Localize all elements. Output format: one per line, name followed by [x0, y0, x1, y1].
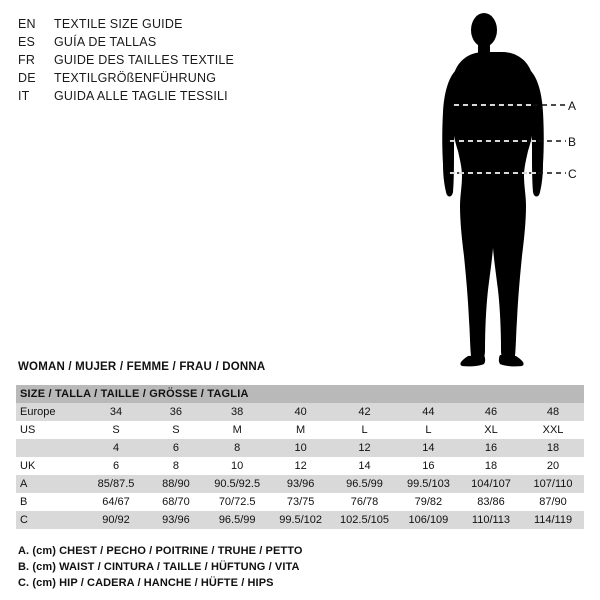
language-title: TEXTILGRÖßENFÜHRUNG: [54, 71, 217, 85]
cell: 8: [147, 457, 206, 475]
language-code: EN: [18, 17, 36, 31]
cell: 104/107: [460, 475, 522, 493]
cell: 88/90: [147, 475, 206, 493]
cell: 18: [460, 457, 522, 475]
language-code: DE: [18, 71, 36, 85]
footnote-c: C. (cm) HIP / CADERA / HANCHE / HÜFTE / HIPS: [18, 577, 274, 589]
table-row: [16, 457, 584, 475]
cell: M: [269, 421, 332, 439]
language-code: IT: [18, 89, 30, 103]
cell: XL: [460, 421, 522, 439]
language-code: FR: [18, 53, 36, 67]
cell: 8: [205, 439, 269, 457]
cell: 44: [397, 403, 460, 421]
table-row: [16, 403, 584, 421]
cell: 90.5/92.5: [205, 475, 269, 493]
table-header-row: [16, 385, 584, 403]
body-shape: [442, 13, 544, 366]
row-label: A: [16, 475, 85, 493]
cell: 102.5/105: [332, 511, 397, 529]
cell: 68/70: [147, 493, 206, 511]
table-row: [16, 493, 584, 511]
cell: 12: [269, 457, 332, 475]
footnotes-block: [18, 543, 578, 591]
table-row: [16, 421, 584, 439]
cell: 46: [460, 403, 522, 421]
cell: 4: [85, 439, 146, 457]
measure-label-a: A: [568, 99, 577, 113]
section-title: WOMAN / MUJER / FEMME / FRAU / DONNA: [18, 361, 266, 373]
language-row: [18, 34, 348, 51]
cell: 20: [522, 457, 584, 475]
language-row: [18, 16, 348, 33]
cell: 70/72.5: [205, 493, 269, 511]
size-table: [16, 385, 584, 529]
cell: 99.5/102: [269, 511, 332, 529]
cell: L: [397, 421, 460, 439]
cell: 40: [269, 403, 332, 421]
language-title: GUIDE DES TAILLES TEXTILE: [54, 53, 235, 67]
footnote-b: B. (cm) WAIST / CINTURA / TAILLE / HÜFTUNG / VITA: [18, 561, 300, 573]
cell: 16: [397, 457, 460, 475]
footnote-a: A. (cm) CHEST / PECHO / POITRINE / TRUHE / PETTO: [18, 545, 303, 557]
cell: M: [205, 421, 269, 439]
cell: 14: [332, 457, 397, 475]
cell: 76/78: [332, 493, 397, 511]
cell: 64/67: [85, 493, 146, 511]
table-row: [16, 511, 584, 529]
cell: S: [85, 421, 146, 439]
table-row: [16, 475, 584, 493]
cell: 48: [522, 403, 584, 421]
cell: 12: [332, 439, 397, 457]
cell: 96.5/99: [205, 511, 269, 529]
language-row: [18, 52, 348, 69]
cell: 10: [205, 457, 269, 475]
cell: 42: [332, 403, 397, 421]
cell: 36: [147, 403, 206, 421]
cell: 106/109: [397, 511, 460, 529]
cell: 114/119: [522, 511, 584, 529]
language-code: ES: [18, 35, 36, 49]
language-title: GUIDA ALLE TAGLIE TESSILI: [54, 89, 228, 103]
table-row: [16, 439, 584, 457]
cell: 99.5/103: [397, 475, 460, 493]
row-label: [16, 439, 85, 457]
cell: 79/82: [397, 493, 460, 511]
cell: 93/96: [269, 475, 332, 493]
language-title: GUÍA DE TALLAS: [54, 35, 157, 49]
table-header-label: SIZE / TALLA / TAILLE / GRÖSSE / TAGLIA: [16, 385, 584, 403]
cell: 90/92: [85, 511, 146, 529]
cell: 14: [397, 439, 460, 457]
cell: 110/113: [460, 511, 522, 529]
language-header-block: [18, 16, 348, 106]
language-row: [18, 88, 348, 105]
measure-label-c: C: [568, 167, 577, 181]
row-label: US: [16, 421, 85, 439]
cell: 83/86: [460, 493, 522, 511]
row-label: B: [16, 493, 85, 511]
cell: 16: [460, 439, 522, 457]
cell: 38: [205, 403, 269, 421]
row-label: C: [16, 511, 85, 529]
measure-label-b: B: [568, 135, 577, 149]
language-row: [18, 70, 348, 87]
cell: 6: [147, 439, 206, 457]
cell: 93/96: [147, 511, 206, 529]
female-silhouette-figure: [400, 8, 600, 368]
cell: S: [147, 421, 206, 439]
row-label: UK: [16, 457, 85, 475]
row-label: Europe: [16, 403, 85, 421]
silhouette-svg: [400, 8, 600, 368]
cell: L: [332, 421, 397, 439]
cell: 34: [85, 403, 146, 421]
cell: 107/110: [522, 475, 584, 493]
cell: 73/75: [269, 493, 332, 511]
cell: 6: [85, 457, 146, 475]
cell: 96.5/99: [332, 475, 397, 493]
cell: 10: [269, 439, 332, 457]
cell: XXL: [522, 421, 584, 439]
language-title: TEXTILE SIZE GUIDE: [54, 17, 183, 31]
cell: 85/87.5: [85, 475, 146, 493]
cell: 18: [522, 439, 584, 457]
cell: 87/90: [522, 493, 584, 511]
